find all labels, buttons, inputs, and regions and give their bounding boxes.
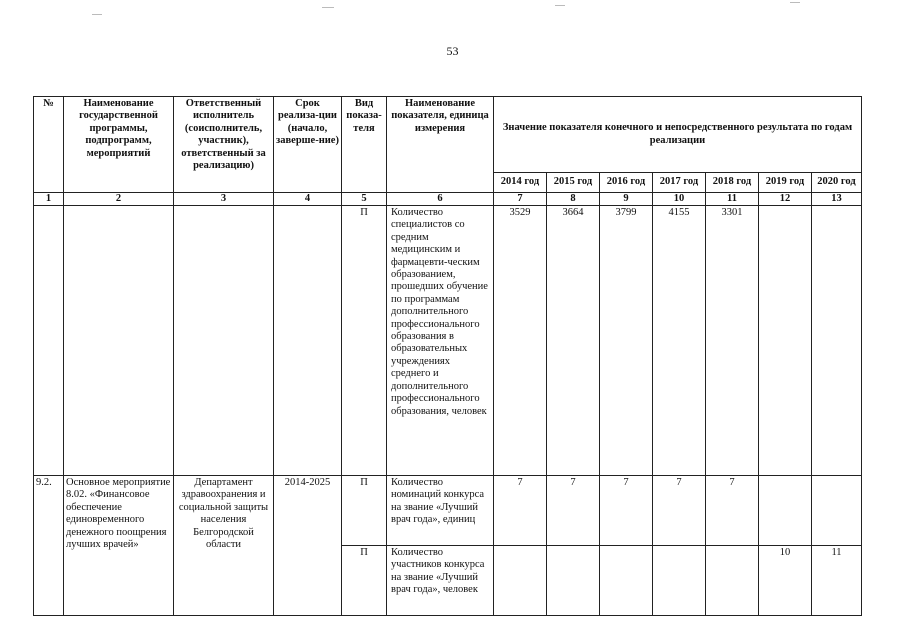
cell-value bbox=[547, 546, 600, 616]
cell-value: 7 bbox=[494, 476, 547, 546]
cell-value: 11 bbox=[812, 546, 862, 616]
column-number: 7 bbox=[494, 193, 547, 206]
header-name: Наименование государственной программы, подпрограмм, мероприятий bbox=[64, 97, 174, 193]
column-number: 5 bbox=[342, 193, 387, 206]
column-number: 9 bbox=[600, 193, 653, 206]
cell-value bbox=[653, 546, 706, 616]
cell-value: 7 bbox=[547, 476, 600, 546]
cell-type: П bbox=[342, 546, 387, 616]
column-number: 8 bbox=[547, 193, 600, 206]
year-2018: 2018 год bbox=[706, 173, 759, 193]
year-2020: 2020 год bbox=[812, 173, 862, 193]
year-2016: 2016 год bbox=[600, 173, 653, 193]
cell-value: 7 bbox=[600, 476, 653, 546]
header-executor: Ответственный исполнитель (соисполнитель, участник), ответственный за реализацию) bbox=[174, 97, 274, 193]
cell-value bbox=[812, 206, 862, 476]
cell-name: Основное мероприятие 8.02. «Финансовое обеспечение единовременного денежного поощрения лучших врачей» bbox=[64, 476, 174, 616]
cell-indicator: Количество участников конкурса на звание «Лучший врач года», человек bbox=[387, 546, 494, 616]
cell-no bbox=[34, 206, 64, 476]
cell-period bbox=[274, 206, 342, 476]
cell-value bbox=[812, 476, 862, 546]
header-row bbox=[34, 97, 862, 173]
cell-indicator: Количество номинаций конкурса на звание «Лучший врач года», единиц bbox=[387, 476, 494, 546]
year-2019: 2019 год bbox=[759, 173, 812, 193]
cell-value: 7 bbox=[653, 476, 706, 546]
page-number: 53 bbox=[446, 44, 459, 58]
column-number: 2 bbox=[64, 193, 174, 206]
cell-type: П bbox=[342, 476, 387, 546]
cell-value: 3301 bbox=[706, 206, 759, 476]
cell-period: 2014-2025 bbox=[274, 476, 342, 616]
cell-executor bbox=[174, 206, 274, 476]
cell-value bbox=[759, 476, 812, 546]
cell-value bbox=[706, 546, 759, 616]
column-number: 12 bbox=[759, 193, 812, 206]
cell-name bbox=[64, 206, 174, 476]
cell-value: 3664 bbox=[547, 206, 600, 476]
table-row bbox=[34, 206, 862, 476]
cell-value: 3529 bbox=[494, 206, 547, 476]
cell-value bbox=[600, 546, 653, 616]
scan-mark bbox=[790, 2, 800, 3]
year-2015: 2015 год bbox=[547, 173, 600, 193]
column-number: 4 bbox=[274, 193, 342, 206]
scan-mark bbox=[322, 7, 334, 8]
cell-type: П bbox=[342, 206, 387, 476]
scan-mark bbox=[92, 14, 102, 15]
cell-no: 9.2. bbox=[34, 476, 64, 616]
cell-value: 10 bbox=[759, 546, 812, 616]
cell-value: 7 bbox=[706, 476, 759, 546]
cell-indicator: Количество специалистов со средним медицинским и фармацевти-ческим образованием, прошедших обучение по программам дополнительного профессионального образования в образовательных учреждениях среднего и дополнительного профессионального образования, человек bbox=[387, 206, 494, 476]
column-number: 3 bbox=[174, 193, 274, 206]
column-number: 10 bbox=[653, 193, 706, 206]
header-indicator: Наименование показателя, единица измерения bbox=[387, 97, 494, 193]
table-row bbox=[34, 476, 862, 546]
column-number: 1 bbox=[34, 193, 64, 206]
header-period: Срок реализа-ции (начало, заверше-ние) bbox=[274, 97, 342, 193]
year-2017: 2017 год bbox=[653, 173, 706, 193]
column-number: 11 bbox=[706, 193, 759, 206]
cell-value: 4155 bbox=[653, 206, 706, 476]
year-2014: 2014 год bbox=[494, 173, 547, 193]
cell-value bbox=[494, 546, 547, 616]
indicator-table bbox=[33, 96, 862, 616]
cell-value: 3799 bbox=[600, 206, 653, 476]
header-type: Вид показа-теля bbox=[342, 97, 387, 193]
cell-executor: Департамент здравоохранения и социальной защиты населения Белгородской области bbox=[174, 476, 274, 616]
column-number: 6 bbox=[387, 193, 494, 206]
cell-value bbox=[759, 206, 812, 476]
scan-mark bbox=[555, 5, 565, 6]
column-numbers-row bbox=[34, 193, 862, 206]
column-number: 13 bbox=[812, 193, 862, 206]
header-values: Значение показателя конечного и непосредственного результата по годам реализации bbox=[494, 97, 862, 173]
header-no: № bbox=[34, 97, 64, 193]
